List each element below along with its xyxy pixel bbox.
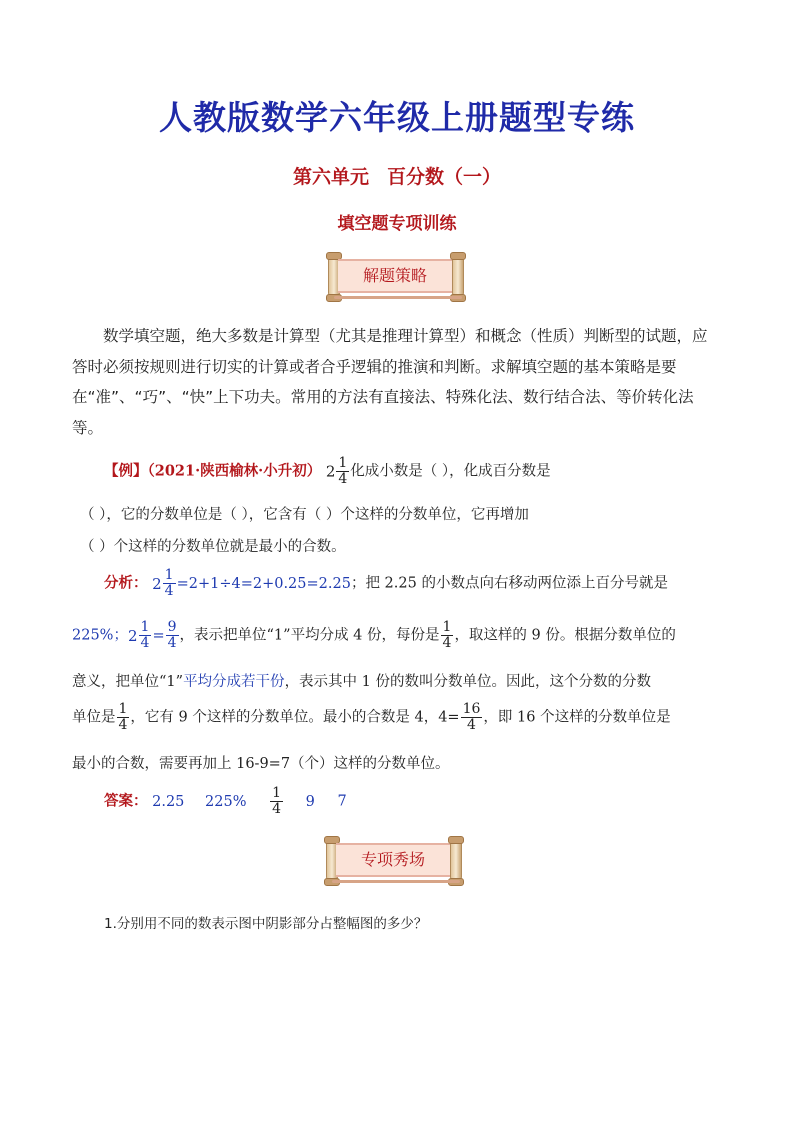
- answer-additional: 7: [337, 793, 347, 810]
- fraction-numerator: 16: [462, 701, 481, 717]
- analysis-fraction: [163, 568, 176, 599]
- intro-paragraph: 数学填空题，绝大多数是计算型（尤其是推理计算型）和概念（性质）判断型的试题，应答时必须按规则进行切实的计算或者合乎逻辑的推演和判断。求解填空题的基本策略是要在“准”、“巧”、“快”上下功夫。常用的方法有直接法、特殊化法、数行结合法、等价转化法等。: [72, 327, 708, 437]
- example-source: （2021·陕西榆林·小升初）: [147, 462, 322, 480]
- fraction-denominator: 4: [140, 635, 150, 651]
- analysis-text: 单位是: [72, 709, 116, 726]
- fraction-numerator: 1: [164, 567, 174, 583]
- section-title: 填空题专项训练: [337, 214, 457, 234]
- fraction-denominator: 4: [118, 717, 128, 733]
- analysis-line-5: 最小的合数，需要再加上 16-9=7（个）这样的分数单位。: [72, 756, 450, 772]
- fraction-denominator: 4: [442, 635, 452, 651]
- question-1: 1.分别用不同的数表示图中阴影部分占整幅图的多少？: [104, 916, 428, 932]
- analysis-fraction: [441, 620, 454, 651]
- analysis-text: ，即 16 个这样的分数单位是: [483, 709, 671, 726]
- answer-count: 9: [305, 793, 315, 810]
- answer-line: [104, 786, 347, 817]
- analysis-text: ，取这样的 9 份。根据分数单位的: [454, 627, 676, 644]
- unit-name: 百分数（一）: [387, 166, 502, 188]
- fraction-numerator: 1: [272, 785, 282, 801]
- analysis-text: ；把 2.25 的小数点向右移动两位添上百分号就是: [350, 575, 668, 592]
- analysis-highlight: 平均分成若干份: [183, 674, 285, 690]
- analysis-label: 分析：: [104, 574, 148, 592]
- practice-banner-label: 专项秀场: [336, 843, 450, 877]
- analysis-text: 意义，把单位“1”: [72, 674, 184, 690]
- example-text-1: 化成小数是（ ），化成百分数是: [350, 463, 551, 480]
- example-mixed-int: 2: [325, 462, 336, 481]
- analysis-line-2: [72, 620, 676, 651]
- analysis-text: ，表示把单位“1”平均分成 4 份，每份是: [179, 627, 440, 644]
- fraction-denominator: 4: [164, 583, 174, 599]
- example-fraction: [336, 456, 349, 487]
- analysis-mixed-int: 2: [127, 626, 138, 645]
- analysis-fraction: [117, 702, 130, 733]
- page-title: 人教版数学六年级上册题型专练: [159, 98, 635, 137]
- practice-scroll-banner: [324, 836, 474, 886]
- fraction-numerator: 1: [338, 455, 348, 471]
- analysis-line-3: [72, 670, 651, 691]
- fraction-denominator: 4: [272, 801, 282, 817]
- answer-percent: 225%: [205, 793, 247, 810]
- example-line-2: （ ），它的分数单位是（ ），它含有（ ）个这样的分数单位，它再增加: [80, 507, 529, 523]
- unit-label: 第六单元: [292, 166, 369, 188]
- scroll-rod-right: [452, 254, 464, 298]
- example-line-1: [104, 456, 551, 487]
- analysis-fraction: [461, 702, 483, 733]
- answer-fraction: [270, 786, 283, 817]
- example-line-3: （ ）个这样的分数单位就是最小的合数。: [80, 539, 346, 555]
- analysis-fraction: [139, 620, 152, 651]
- fraction-numerator: 1: [118, 701, 128, 717]
- fraction-denominator: 4: [167, 635, 177, 651]
- scroll-ribbon: [334, 296, 462, 299]
- fraction-numerator: 1: [140, 619, 150, 635]
- analysis-line-4: [72, 702, 671, 733]
- unit-title: [0, 162, 794, 189]
- strategy-banner-label: 解题策略: [338, 259, 452, 293]
- scroll-ribbon: [332, 880, 460, 883]
- equals-sign: =: [152, 627, 165, 644]
- analysis-fraction: [166, 620, 179, 651]
- analysis-percent: 225%；: [72, 627, 128, 644]
- fraction-denominator: 4: [338, 471, 348, 487]
- answer-decimal: 2.25: [152, 793, 185, 810]
- analysis-text: ，它有 9 个这样的分数单位。最小的合数是 4，4=: [130, 709, 460, 726]
- analysis-mixed-int: 2: [152, 574, 162, 593]
- fraction-denominator: 4: [461, 717, 483, 733]
- fraction-numerator: 9: [167, 619, 177, 635]
- scroll-knob: [450, 252, 466, 260]
- analysis-calc: =2+1÷4=2+0.25=2.25: [176, 575, 351, 592]
- strategy-scroll-banner: [326, 252, 476, 302]
- analysis-line-1: [104, 568, 668, 599]
- scroll-knob: [448, 836, 464, 844]
- example-tag: 【例】: [104, 462, 148, 480]
- answer-label: 答案：: [104, 792, 148, 810]
- analysis-text: ，表示其中 1 份的数叫分数单位。因此，这个分数的分数: [284, 674, 652, 690]
- fraction-numerator: 1: [442, 619, 452, 635]
- scroll-rod-right: [450, 838, 462, 882]
